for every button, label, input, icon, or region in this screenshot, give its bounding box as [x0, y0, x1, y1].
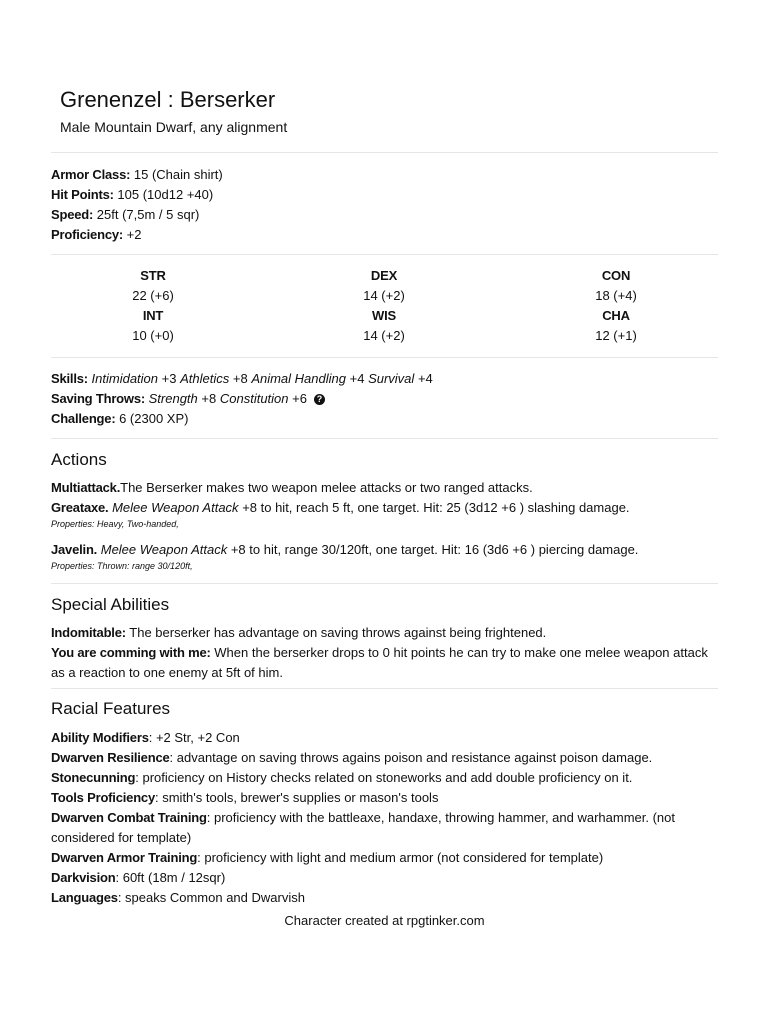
actions-heading: Actions [51, 450, 107, 469]
armor-class: Armor Class: 15 (Chain shirt) [51, 167, 223, 182]
proficiency: Proficiency: +2 [51, 227, 142, 242]
racial-features-section [51, 698, 718, 720]
ability-cha: CHA 12 (+1) [595, 308, 637, 343]
racial-ability-modifiers: Ability Modifiers: +2 Str, +2 Con [51, 730, 240, 745]
ability-int: INT 10 (+0) [132, 308, 174, 343]
divider [51, 438, 718, 439]
skills-block [51, 369, 718, 429]
ability-con: CON 18 (+4) [595, 268, 637, 303]
question-circle-icon[interactable]: ? [314, 394, 325, 405]
speed: Speed: 25ft (7,5m / 5 sqr) [51, 207, 200, 222]
javelin-properties: Properties: Thrown: range 30/120ft, [51, 561, 193, 571]
divider [51, 357, 718, 358]
racial-dwarven-armor-training: Dwarven Armor Training: proficiency with light and medium armor (not considered for template) [51, 850, 604, 865]
basic-stats [51, 165, 718, 245]
footer-credit: Character created at rpgtinker.com [284, 913, 485, 928]
racial-dwarven-combat-training-cont: considered for template) [51, 830, 192, 845]
ability-wis: WIS 14 (+2) [363, 308, 405, 343]
saving-throws: Saving Throws: Strength +8 Constitution +6 ? [51, 389, 718, 409]
racial-languages: Languages: speaks Common and Dwarvish [51, 890, 305, 905]
action-multiattack: Multiattack.The Berserker makes two weapon melee attacks or two ranged attacks. [51, 480, 533, 495]
divider [51, 254, 718, 255]
subtitle: Male Mountain Dwarf, any alignment [60, 119, 288, 135]
special-indomitable: Indomitable: The berserker has advantage on saving throws against being frightened. [51, 625, 547, 640]
skills: Skills: Intimidation +3 Athletics +8 Animal Handling +4 Survival +4 [51, 371, 433, 386]
racial-features-list [51, 728, 718, 908]
racial-tools-proficiency: Tools Proficiency: smith's tools, brewer's supplies or mason's tools [51, 790, 439, 805]
racial-dwarven-combat-training: Dwarven Combat Training: proficiency with the battleaxe, handaxe, throwing hammer, and warhammer. (not [51, 810, 676, 825]
greataxe-properties: Properties: Heavy, Two-handed, [51, 519, 179, 529]
divider [51, 152, 718, 153]
challenge: Challenge: 6 (2300 XP) [51, 411, 189, 426]
special-comming-with-me: You are comming with me: When the berserker drops to 0 hit points he can try to make one melee weapon attack [51, 645, 708, 660]
racial-darkvision: Darkvision: 60ft (18m / 12sqr) [51, 870, 226, 885]
racial-dwarven-resilience: Dwarven Resilience: advantage on saving throws agains poison and resistance against poison damage. [51, 750, 653, 765]
page-title: Grenenzel : Berserker [60, 87, 276, 112]
action-javelin: Javelin. Melee Weapon Attack +8 to hit, range 30/120ft, one target. Hit: 16 (3d6 +6 ) piercing damage. Properties: Thrown: range 30/120ft, [51, 540, 718, 572]
divider [51, 688, 718, 689]
divider [51, 583, 718, 584]
special-abilities-heading: Special Abilities [51, 595, 170, 614]
action-greataxe: Greataxe. Melee Weapon Attack +8 to hit, reach 5 ft, one target. Hit: 25 (3d12 +6 ) slashing damage. Properties: Heavy, Two-handed, [51, 498, 718, 530]
special-abilities-list [51, 623, 718, 683]
hit-points: Hit Points: 105 (10d12 +40) [51, 187, 214, 202]
ability-str: STR 22 (+6) [132, 268, 174, 303]
actions-section [51, 449, 718, 471]
special-abilities-section [51, 594, 718, 616]
ability-dex: DEX 14 (+2) [363, 268, 405, 303]
racial-features-heading: Racial Features [51, 699, 171, 718]
racial-stonecunning: Stonecunning: proficiency on History checks related on stoneworks and add double proficiency on it. [51, 770, 633, 785]
special-comming-with-me-cont: as a reaction to one enemy at 5ft of him. [51, 665, 283, 680]
